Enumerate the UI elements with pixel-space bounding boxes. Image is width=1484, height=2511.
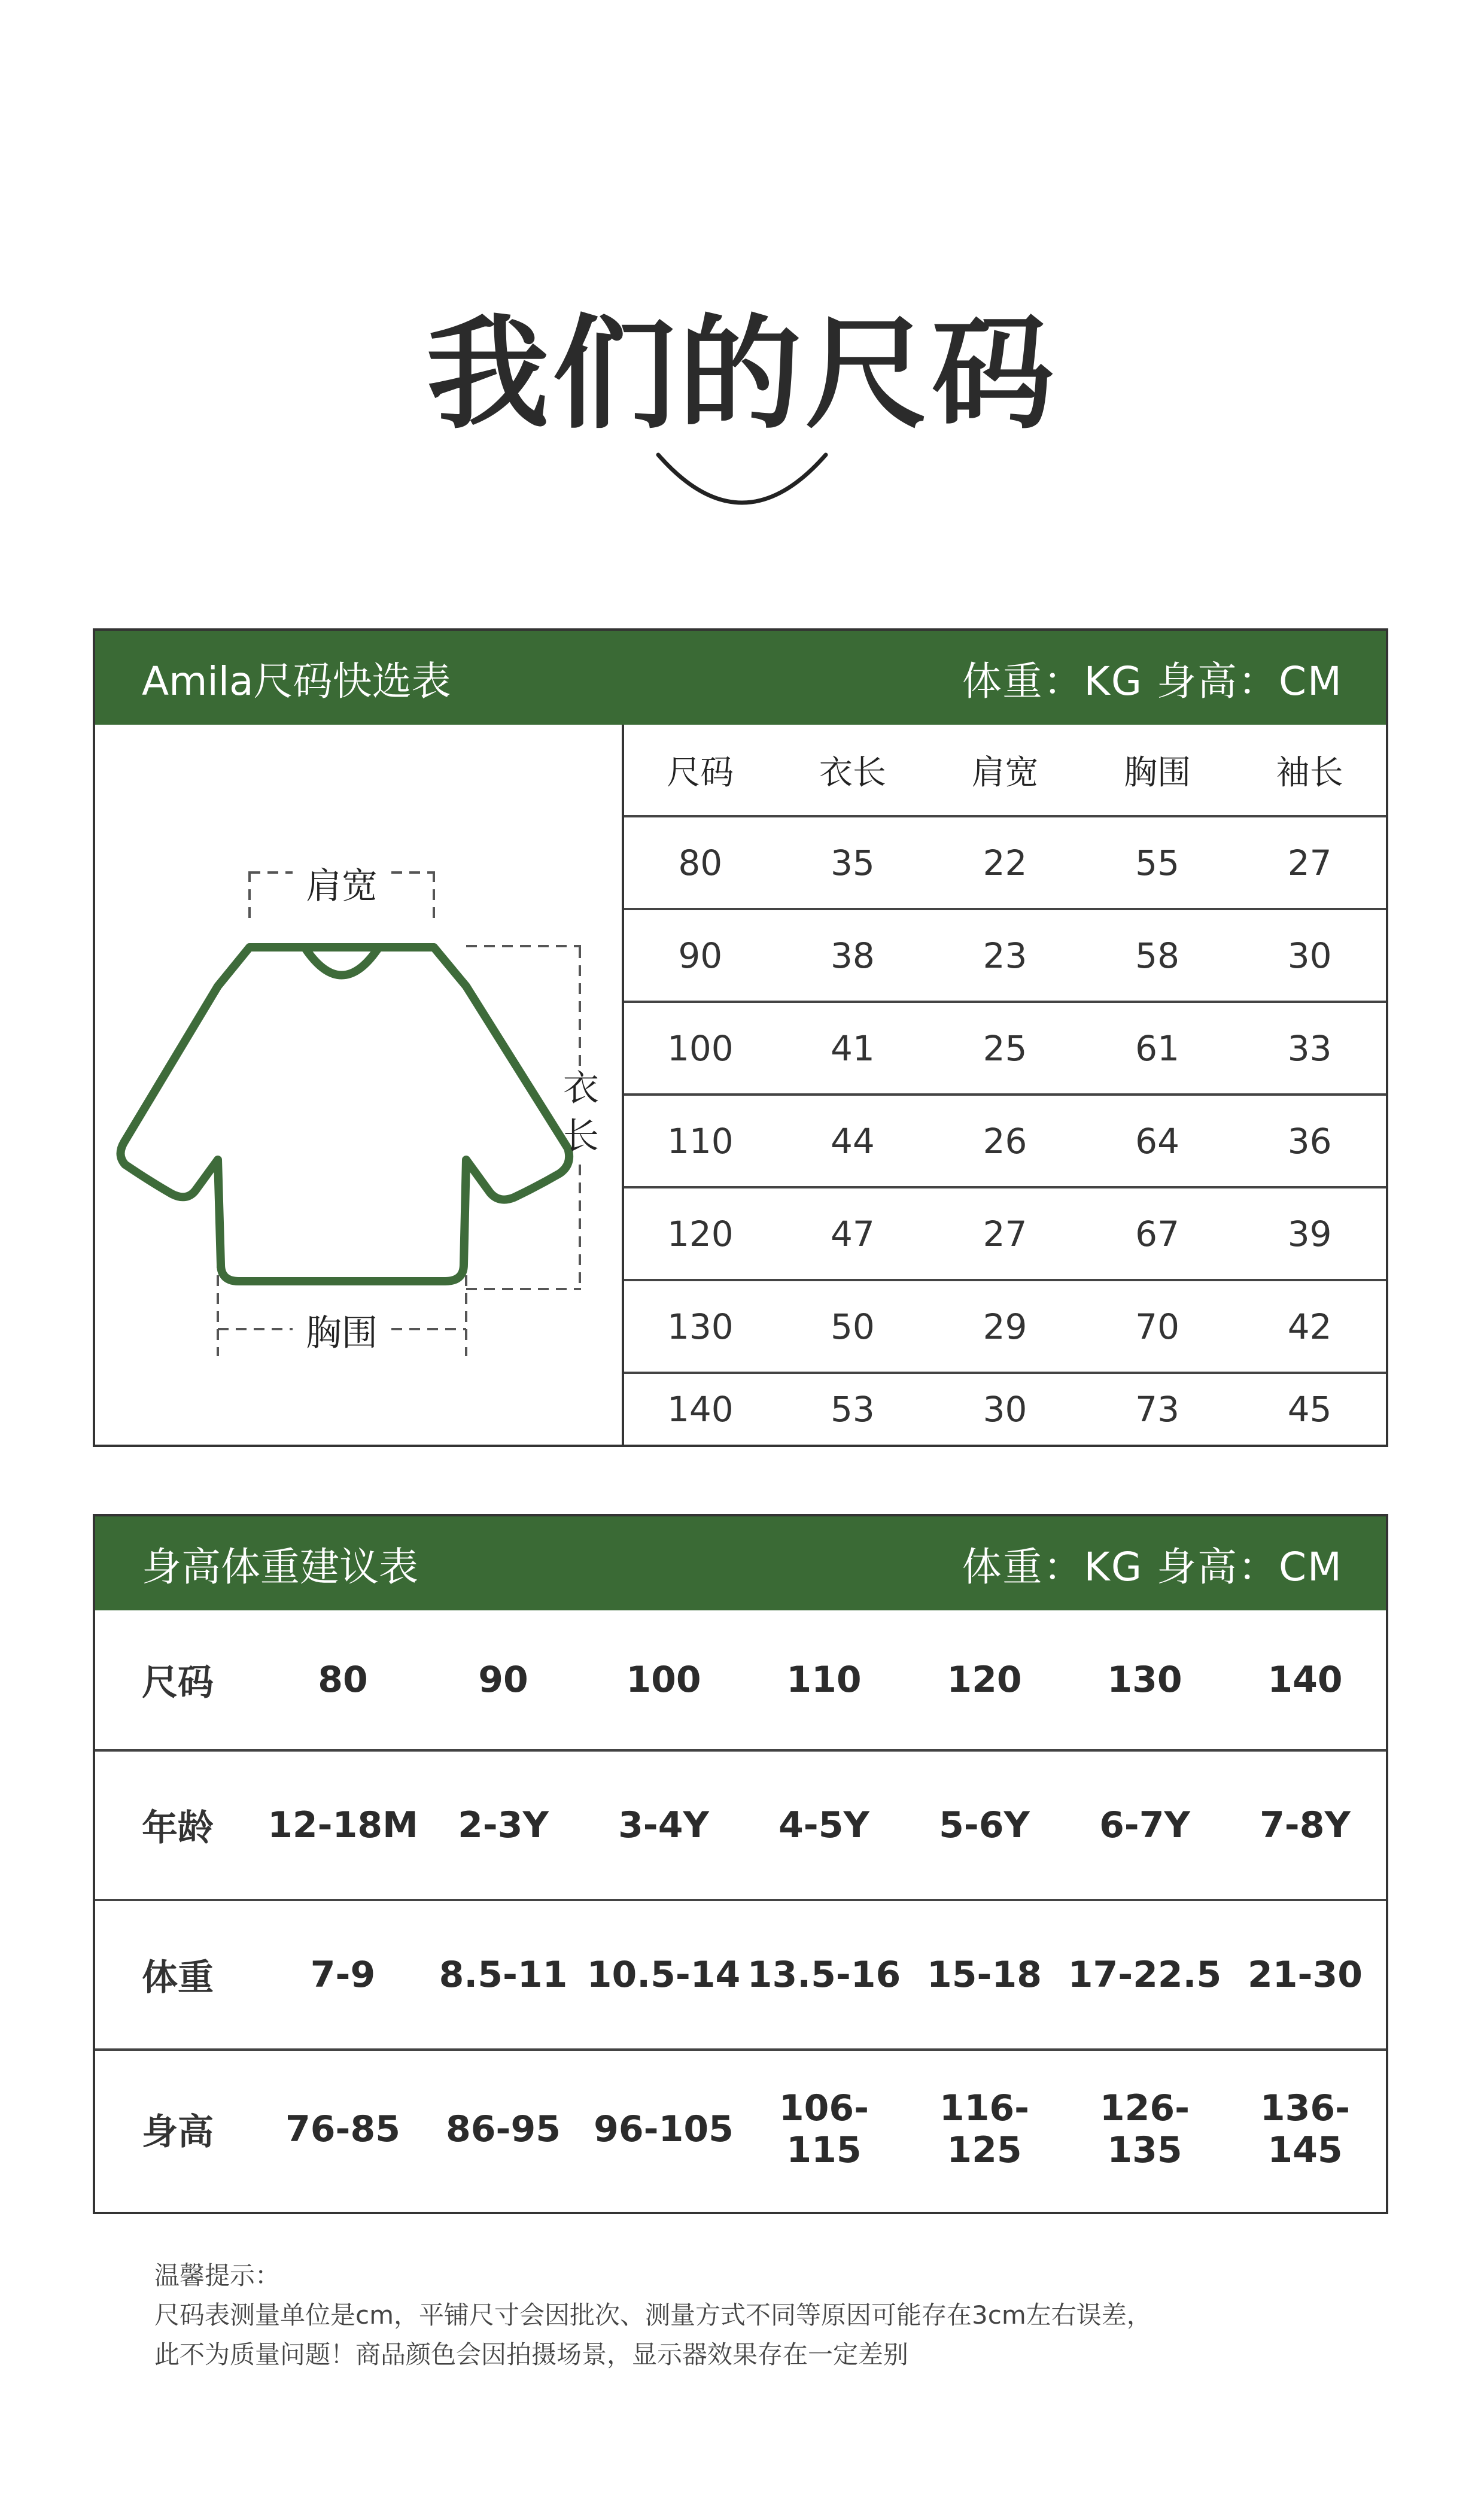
table-row — [624, 1003, 1386, 1096]
weight-row — [95, 1901, 1386, 2051]
table-cell: 44 — [830, 1120, 875, 1162]
table-cell: 39 — [1287, 1213, 1332, 1254]
length-label-1: 衣 — [563, 1068, 599, 1109]
table-cell: 8.5-11 — [439, 1954, 568, 1996]
table-row — [624, 817, 1386, 910]
table-cell: 126-135 — [1099, 2087, 1190, 2171]
table-cell: 110 — [667, 1120, 734, 1162]
table-cell: 33 — [1287, 1027, 1332, 1069]
smile-decoration — [652, 443, 832, 521]
table-cell: 13.5-16 — [747, 1954, 901, 1996]
table-cell: 17-22.5 — [1068, 1954, 1222, 1996]
table-cell: 47 — [830, 1213, 875, 1254]
table-cell: 140 — [667, 1388, 734, 1430]
size-quick-table — [93, 628, 1388, 1447]
table-cell: 22 — [983, 842, 1027, 883]
suggest-table-units: 体重：KG 身高：CM — [962, 1544, 1343, 1590]
row-label: 年龄 — [142, 1807, 214, 1849]
table-cell: 67 — [1135, 1213, 1179, 1254]
table-cell: 7-8Y — [1260, 1804, 1351, 1846]
table-cell: 106-115 — [779, 2087, 869, 2171]
table-cell: 140 — [1267, 1659, 1343, 1701]
table-cell: 55 — [1135, 842, 1179, 883]
table-cell: 58 — [1135, 935, 1179, 976]
shoulder-label: 肩宽 — [306, 865, 378, 907]
size-row — [95, 1610, 1386, 1752]
header-cell: 袖长 — [1276, 753, 1343, 792]
table-row — [624, 1281, 1386, 1374]
header-cell: 肩宽 — [971, 753, 1039, 792]
table-cell: 6-7Y — [1099, 1804, 1190, 1846]
garment-diagram — [95, 725, 622, 1445]
table-cell: 38 — [830, 935, 875, 976]
table-cell: 53 — [830, 1388, 875, 1430]
header-cell: 尺码 — [667, 753, 734, 792]
row-label: 身高 — [142, 2111, 214, 2153]
table-cell: 116-125 — [939, 2087, 1030, 2171]
table-cell: 120 — [947, 1659, 1022, 1701]
height-row — [95, 2051, 1386, 2208]
table-cell: 120 — [667, 1213, 734, 1254]
table-cell: 5-6Y — [939, 1804, 1030, 1846]
table-cell: 29 — [983, 1306, 1027, 1347]
page-title: 我们的尺码 — [426, 303, 1058, 446]
row-label: 尺码 — [142, 1662, 214, 1704]
table-cell: 100 — [667, 1027, 734, 1069]
table-cell: 136-145 — [1260, 2087, 1351, 2171]
table-row — [624, 1188, 1386, 1281]
size-note — [154, 2256, 1152, 2375]
suggest-grid — [95, 1610, 1386, 2208]
table-cell: 35 — [830, 842, 875, 883]
table-cell: 64 — [1135, 1120, 1179, 1162]
note-heading: 温馨提示： — [154, 2261, 281, 2290]
length-label-2: 长 — [563, 1115, 599, 1157]
table-cell: 25 — [983, 1027, 1027, 1069]
table-cell: 96-105 — [594, 2108, 734, 2150]
table-cell: 110 — [786, 1659, 862, 1701]
table-cell: 36 — [1287, 1120, 1332, 1162]
table-cell: 76-85 — [285, 2108, 400, 2150]
table-cell: 42 — [1287, 1306, 1332, 1347]
quick-size-grid — [624, 725, 1386, 1444]
table-row — [624, 1374, 1386, 1444]
table-cell: 30 — [983, 1388, 1027, 1430]
header-cell: 衣长 — [819, 753, 886, 792]
table-row — [624, 1096, 1386, 1188]
table-cell: 80 — [678, 842, 723, 883]
table-cell: 86-95 — [446, 2108, 561, 2150]
row-label: 体重 — [142, 1957, 214, 1999]
table-cell: 27 — [1287, 842, 1332, 883]
table-cell: 80 — [318, 1659, 368, 1701]
table-cell: 41 — [830, 1027, 875, 1069]
table-cell: 26 — [983, 1120, 1027, 1162]
table-cell: 2-3Y — [458, 1804, 549, 1846]
quick-table-title: Amila尺码快选表 — [142, 658, 451, 704]
table-cell: 45 — [1287, 1388, 1332, 1430]
chest-label: 胸围 — [306, 1312, 378, 1354]
table-cell: 90 — [478, 1659, 528, 1701]
table-cell: 3-4Y — [618, 1804, 709, 1846]
age-row — [95, 1752, 1386, 1901]
table-cell: 15-18 — [927, 1954, 1042, 1996]
note-line: 此不为质量问题！商品颜色会因拍摄场景，显示器效果存在一定差别 — [154, 2340, 909, 2369]
table-cell: 7-9 — [310, 1954, 376, 1996]
suggest-table-header — [95, 1516, 1386, 1610]
table-cell: 130 — [1107, 1659, 1182, 1701]
header-cell: 胸围 — [1124, 753, 1191, 792]
table-cell: 27 — [983, 1213, 1027, 1254]
table-cell: 30 — [1287, 935, 1332, 976]
table-cell: 10.5-14 — [586, 1954, 741, 1996]
table-cell: 61 — [1135, 1027, 1179, 1069]
suggest-table-title: 身高体重建议表 — [142, 1544, 418, 1590]
table-cell: 23 — [983, 935, 1027, 976]
table-cell: 90 — [678, 935, 723, 976]
table-cell: 50 — [830, 1306, 875, 1347]
table-cell: 130 — [667, 1306, 734, 1347]
table-cell: 70 — [1135, 1306, 1179, 1347]
table-cell: 4-5Y — [779, 1804, 869, 1846]
quick-header-row — [624, 725, 1386, 817]
note-line: 尺码表测量单位是cm，平铺尺寸会因批次、测量方式不同等原因可能存在3cm左右误差， — [154, 2300, 1152, 2330]
table-cell: 100 — [626, 1659, 701, 1701]
quick-table-header — [95, 631, 1386, 725]
table-cell: 73 — [1135, 1388, 1179, 1430]
table-cell: 21-30 — [1248, 1954, 1363, 1996]
table-row — [624, 910, 1386, 1003]
height-weight-table — [93, 1514, 1388, 2214]
quick-table-units: 体重：KG 身高：CM — [962, 658, 1343, 704]
table-cell: 12-18M — [267, 1804, 418, 1846]
